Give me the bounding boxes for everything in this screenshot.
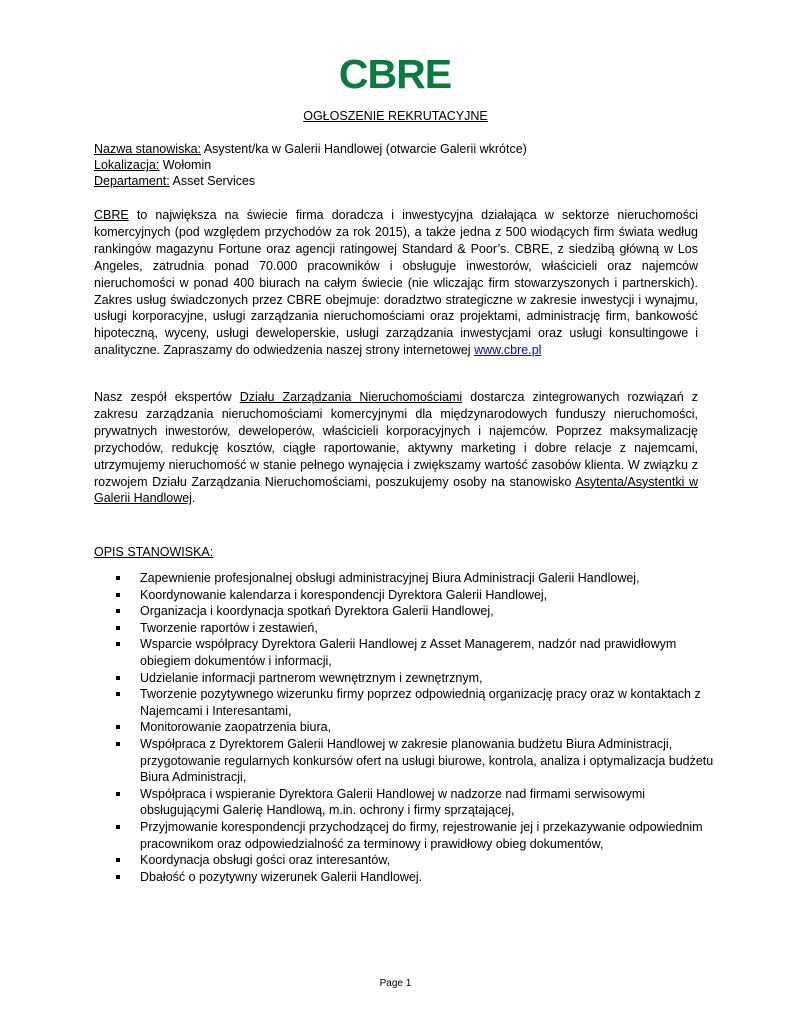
list-item-text: Przyjmowanie korespondencji przychodzącej do firmy, rejestrowanie jej i przekazywanie odpowiednim pracownikom oraz odpowiedzialność za terminowy i prawidłowy obieg dokumentów, <box>140 819 703 851</box>
list-item <box>114 587 714 604</box>
meta-location-value: Wołomin <box>159 158 212 172</box>
bullet-icon <box>116 875 120 879</box>
list-item <box>114 570 714 587</box>
meta-location-label: Lokalizacja: <box>94 158 160 172</box>
list-item <box>114 852 714 869</box>
bullet-icon <box>116 742 120 746</box>
list-item-text: Wsparcie współpracy Dyrektora Galerii Handlowej z Asset Managerem, nadzór nad prawidłowym obiegiem dokumentów i informacji, <box>140 637 677 668</box>
list-item-text: Tworzenie pozytywnego wizerunku firmy poprzez odpowiednią organizację pracy oraz w kontaktach z Najemcami i Interesantami, <box>140 687 701 718</box>
bullet-icon <box>116 593 120 597</box>
meta-position <box>94 141 527 157</box>
company-name: CBRE <box>94 208 129 222</box>
bullet-icon <box>116 725 120 729</box>
list-item <box>114 620 714 637</box>
list-item-text: Monitorowanie zaopatrzenia biura, <box>140 720 332 735</box>
position-name: Asytenta/Asystentki w Galerii Handlowej <box>94 474 698 506</box>
list-item <box>114 786 714 819</box>
company-description <box>94 207 698 359</box>
list-item-text: Współpraca z Dyrektorem Galerii Handlowej w zakresie planowania budżetu Biura Administracji, przygotowanie regularnych konkursów ofert na usługi biurowe, kontrola, analiza i optymalizacja budżetu Biura Administracji, <box>140 736 714 785</box>
list-item <box>114 869 714 886</box>
company-description-text: to największa na świecie firma doradcza i inwestycyjna działająca w sektorze nieruchomości komercyjnych (pod względem przychodów za rok 2015), a także jedna z 500 wiodących firm świata według rankingów magazynu Fortune oraz agencji ratingowej Standard & Poor’s. CBRE, z siedzibą główną w Los Angeles, zatrudnia ponad 70.000 pracowników i obsługuje inwestorów, właścicieli oraz najemców nieruchomości w ponad 400 biurach na całym świecie (nie wliczając firm stowarzyszonych i partnerskich). Zakres usług świadczonych przez CBRE obejmuje: doradztwo strategiczne w zakresie inwestycji i wynajmu, usługi korporacyjne, usługi zarządzania nieruchomościami oraz projektami, administrację firm, bankowość hipoteczną, wyceny, usługi deweloperskie, usługi zarządzania inwestycjami oraz usługi konsultingowe i analityczne. Zapraszamy do odwiedzenia naszej strony internetowej <box>94 208 698 358</box>
list-item-text: Współpraca i wspieranie Dyrektora Galerii Handlowej w nadzorze nad firmami serwisowymi obsługującymi Galerię Handlową, m.in. ochrony i firmy sprzątającej, <box>140 786 646 818</box>
meta-department-value: Asset Services <box>169 174 256 188</box>
list-item <box>114 719 714 736</box>
cbre-logo: CBRE <box>338 51 452 97</box>
department-name: Działu Zarządzania Nieruchomościami <box>239 390 463 404</box>
bullet-icon <box>116 676 120 680</box>
list-item-text: Tworzenie raportów i zestawień, <box>140 620 318 635</box>
list-item <box>114 736 714 786</box>
list-item-text: Udzielanie informacji partnerom wewnętrznym i zewnętrznym, <box>140 670 483 685</box>
section-title: OPIS STANOWISKA: <box>94 545 214 559</box>
bullet-icon <box>116 692 120 696</box>
bullet-icon <box>116 609 120 613</box>
meta-position-value: Asystent/ka w Galerii Handlowej (otwarcie Galerii wkrótce) <box>201 142 527 156</box>
list-item-text: Koordynowanie kalendarza i korespondencji Dyrektora Galerii Handlowej, <box>140 587 548 602</box>
meta-location <box>94 157 211 173</box>
list-item <box>114 636 714 669</box>
bullet-icon <box>116 825 120 829</box>
list-item <box>114 670 714 687</box>
team-description <box>94 389 698 507</box>
meta-position-label: Nazwa stanowiska: <box>94 142 201 156</box>
meta-department-label: Departament: <box>94 174 170 188</box>
bullet-icon <box>116 642 120 646</box>
team-description-end: . <box>191 491 196 506</box>
bullet-icon <box>116 626 120 630</box>
duties-list <box>114 570 714 885</box>
company-website-link[interactable]: www.cbre.pl <box>474 343 542 358</box>
bullet-icon <box>116 792 120 796</box>
team-description-text: dostarcza zintegrowanych rozwiązań z zakresu zarządzania nieruchomościami komercyjnymi dla międzynarodowych funduszy nieruchomości, prywatnych inwestorów, deweloperów, właścicieli korporacyjnych i najemców. Poprzez maksymalizację przychodów, redukcję kosztów, ciągłe raportowanie, aktywny marketing i dobre relacje z najemcami, utrzymujemy nieruchomość w stanie pełnego wynajęcia i zwiększamy wartość zasobów klienta. W związku z rozwojem Działu Zarządzania Nieruchomościami, poszukujemy osoby na stanowisko <box>94 390 698 489</box>
list-item-text: Dbałość o pozytywny wizerunek Galerii Handlowej. <box>140 869 423 884</box>
bullet-icon <box>116 858 120 862</box>
list-item <box>114 686 714 719</box>
bullet-icon <box>116 576 120 580</box>
list-item <box>114 819 714 852</box>
list-item-text: Koordynacja obsługi gości oraz interesantów, <box>140 853 391 868</box>
list-item-text: Zapewnienie profesjonalnej obsługi administracyjnej Biura Administracji Galerii Handlowej, <box>140 571 640 585</box>
page-number: Page 1 <box>379 978 412 989</box>
page-title: OGŁOSZENIE REKRUTACYJNE <box>303 109 488 123</box>
list-item-text: Organizacja i koordynacja spotkań Dyrektora Galerii Handlowej, <box>140 604 494 619</box>
team-description-intro: Nasz zespół ekspertów <box>94 390 240 404</box>
meta-department <box>94 173 255 189</box>
list-item <box>114 603 714 620</box>
